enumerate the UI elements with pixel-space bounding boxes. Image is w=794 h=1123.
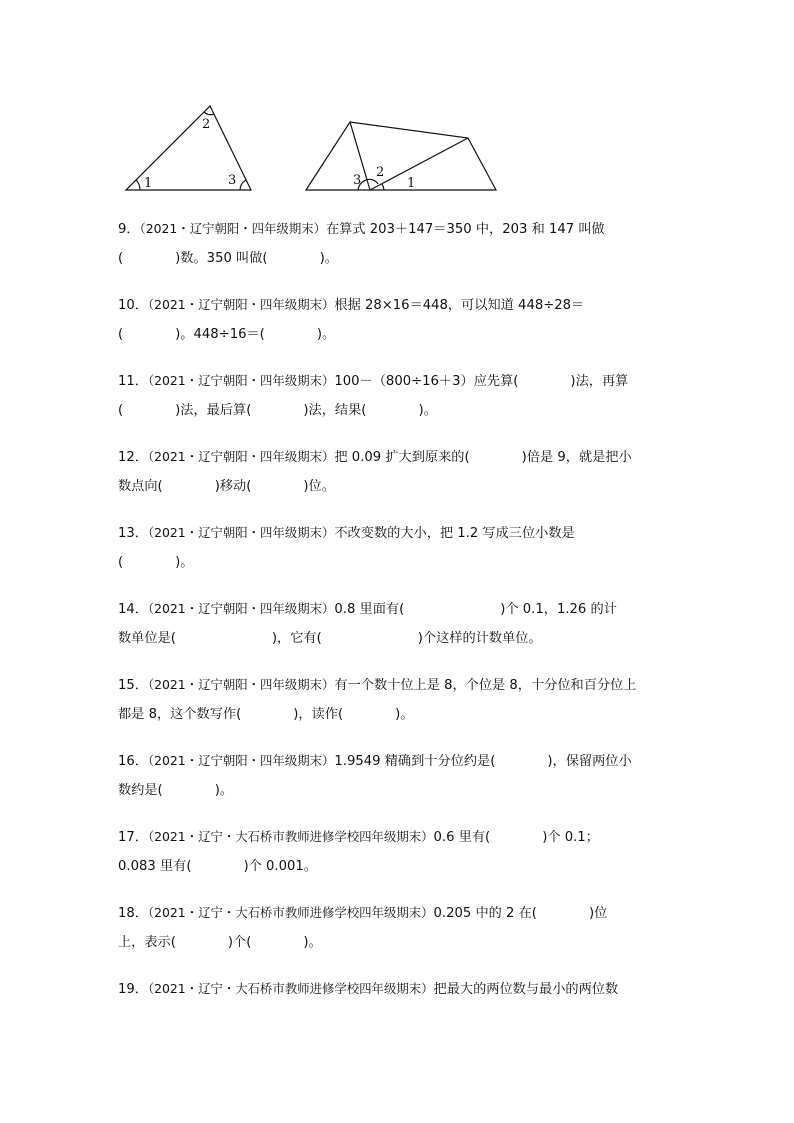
question-9	[118, 214, 678, 274]
answer-blank[interactable]	[490, 840, 542, 841]
text-part: )。	[418, 403, 437, 418]
left-triangle-angle-1-arc	[136, 180, 140, 190]
left-triangle-label-3: 3	[228, 173, 237, 188]
question-source: （2021・辽宁朝阳・四年级期末）	[147, 373, 335, 388]
question-text: 在算式 203＋147＝350 中，203 和 147 叫做	[326, 222, 605, 237]
text-part: )。	[175, 555, 194, 570]
question-number: 17．	[118, 830, 148, 845]
text-part: )个这样的计数单位。	[417, 631, 542, 646]
answer-blank[interactable]	[176, 641, 272, 642]
geometry-figures	[118, 96, 518, 196]
question-12	[118, 442, 678, 502]
question-17-line-2	[118, 852, 678, 882]
text-part: )数。350 叫做(	[175, 251, 268, 266]
right-trapezoid	[306, 122, 496, 190]
question-number: 19．	[118, 982, 148, 997]
question-11-line-1	[118, 366, 678, 396]
question-9-line-2	[118, 244, 678, 274]
text-part: 0.6 里有(	[433, 830, 491, 845]
question-source: （2021・辽宁朝阳・四年级期末）	[147, 297, 335, 312]
question-text: 有一个数十位上是 8，个位是 8，十分位和百分位上	[334, 678, 637, 693]
answer-blank[interactable]	[470, 460, 522, 461]
question-19	[118, 974, 678, 1004]
question-source: （2021・辽宁朝阳・四年级期末）	[147, 677, 335, 692]
answer-blank[interactable]	[265, 337, 317, 338]
text-part: 上，表示(	[118, 935, 176, 950]
text-part: 100－（800÷16＋3）应先算(	[334, 374, 519, 389]
answer-blank[interactable]	[176, 945, 228, 946]
question-15	[118, 670, 678, 730]
answer-blank[interactable]	[251, 945, 303, 946]
text-part: (	[118, 403, 124, 418]
text-part: )位。	[303, 479, 335, 494]
figures-svg	[118, 96, 518, 196]
text-part: )。	[303, 935, 322, 950]
question-16-line-1	[118, 746, 678, 776]
question-15-line-1	[118, 670, 678, 700]
question-source: （2021・辽宁朝阳・四年级期末）	[147, 525, 335, 540]
answer-blank[interactable]	[537, 916, 589, 917]
right-trapezoid-label-2: 2	[376, 165, 385, 180]
text-part: 1.9549 精确到十分位约是(	[334, 754, 496, 769]
text-part: 数约是(	[118, 783, 163, 798]
answer-blank[interactable]	[251, 413, 303, 414]
text-part: 都是 8，这个数写作(	[118, 707, 242, 722]
question-14-line-1	[118, 594, 678, 624]
text-part: 0.8 里面有(	[334, 602, 405, 617]
answer-blank[interactable]	[123, 337, 175, 338]
question-11-line-2	[118, 396, 678, 426]
question-source: （2021・辽宁・大石桥市教师进修学校四年级期末）	[147, 829, 434, 844]
question-12-line-2	[118, 472, 678, 502]
right-trapezoid-label-3: 3	[353, 173, 362, 188]
question-13	[118, 518, 678, 578]
question-14	[118, 594, 678, 654]
right-trapezoid-angle-1-arc	[382, 184, 384, 190]
text-part: 数单位是(	[118, 631, 176, 646]
question-number: 18．	[118, 906, 148, 921]
question-text: 把最大的两位数与最小的两位数	[433, 982, 619, 997]
question-source: （2021・辽宁・大石桥市教师进修学校四年级期末）	[147, 905, 434, 920]
text-part: )法，结果(	[303, 403, 367, 418]
answer-blank[interactable]	[241, 717, 293, 718]
left-triangle-label-1: 1	[144, 176, 153, 191]
text-part: )。	[395, 707, 414, 722]
right-trapezoid-label-1: 1	[407, 176, 416, 191]
text-part: )，它有(	[271, 631, 322, 646]
answer-blank[interactable]	[322, 641, 418, 642]
answer-blank[interactable]	[251, 489, 303, 490]
question-number: 13．	[118, 526, 148, 541]
text-part: )。448÷16＝(	[175, 327, 265, 342]
text-part: )。	[214, 783, 234, 798]
question-9-line-1	[118, 214, 678, 244]
text-part: )个(	[227, 935, 252, 950]
answer-blank[interactable]	[163, 793, 215, 794]
text-part: )个 0.1，1.26 的计	[500, 602, 617, 617]
question-14-line-2	[118, 624, 678, 654]
text-part: (	[118, 555, 124, 570]
text-part: )法，再算	[570, 374, 629, 389]
question-source: （2021・辽宁・大石桥市教师进修学校四年级期末）	[147, 981, 434, 996]
answer-blank[interactable]	[495, 764, 547, 765]
text-part: )法，最后算(	[175, 403, 252, 418]
question-source: （2021・辽宁朝阳・四年级期末）	[147, 601, 335, 616]
question-16	[118, 746, 678, 806]
text-part: )。	[316, 327, 336, 342]
question-10	[118, 290, 678, 350]
text-part: )，保留两位小	[547, 754, 632, 769]
question-number: 11．	[118, 374, 148, 389]
question-15-line-2	[118, 700, 678, 730]
right-trapezoid-diagonal-right	[370, 138, 468, 190]
text-part: )，读作(	[293, 707, 344, 722]
question-17	[118, 822, 678, 882]
question-13-line-1	[118, 518, 678, 548]
question-13-line-2	[118, 548, 678, 578]
answer-blank[interactable]	[366, 413, 418, 414]
question-source: （2021・辽宁朝阳・四年级期末）	[139, 221, 326, 236]
answer-blank[interactable]	[191, 869, 243, 870]
text-part: (	[118, 327, 124, 342]
question-19-line-1	[118, 974, 678, 1004]
question-18-line-2	[118, 928, 678, 958]
question-source: （2021・辽宁朝阳・四年级期末）	[147, 449, 335, 464]
text-part: 0.083 里有(	[118, 859, 192, 874]
answer-blank[interactable]	[123, 261, 175, 262]
text-part: )个 0.001。	[243, 859, 317, 874]
question-10-line-2	[118, 320, 678, 350]
question-number: 15．	[118, 678, 148, 693]
text-part: (	[118, 251, 124, 266]
question-17-line-1	[118, 822, 678, 852]
text-part: )。	[319, 251, 338, 266]
answer-blank[interactable]	[404, 612, 500, 613]
answer-blank[interactable]	[123, 565, 175, 566]
text-part: )移动(	[214, 479, 252, 494]
right-trapezoid-shape	[306, 122, 496, 190]
question-source: （2021・辽宁朝阳・四年级期末）	[147, 753, 335, 768]
question-10-line-1	[118, 290, 678, 320]
question-number: 16．	[118, 754, 148, 769]
text-part: )个 0.1；	[542, 830, 599, 845]
answer-blank[interactable]	[268, 261, 320, 262]
text-part: 0.205 中的 2 在(	[433, 906, 537, 921]
text-part: )倍是 9，就是把小	[521, 450, 632, 465]
question-18	[118, 898, 678, 958]
text-part: )位	[588, 906, 608, 921]
question-11	[118, 366, 678, 426]
left-triangle-label-2: 2	[202, 117, 211, 132]
question-16-line-2	[118, 776, 678, 806]
question-number: 14．	[118, 602, 148, 617]
question-text: 不改变数的大小，把 1.2 写成三位小数是	[334, 526, 575, 541]
answer-blank[interactable]	[123, 413, 175, 414]
question-text: 根据 28×16＝448，可以知道 448÷28＝	[334, 298, 585, 313]
left-triangle-angle-3-arc	[240, 180, 246, 190]
question-12-line-1	[118, 442, 678, 472]
answer-blank[interactable]	[518, 384, 570, 385]
question-18-line-1	[118, 898, 678, 928]
question-number: 12．	[118, 450, 148, 465]
text-part: 把 0.09 扩大到原来的(	[334, 450, 470, 465]
question-number: 10．	[118, 298, 148, 313]
answer-blank[interactable]	[343, 717, 395, 718]
answer-blank[interactable]	[163, 489, 215, 490]
question-number: 9．	[118, 222, 140, 237]
text-part: 数点向(	[118, 479, 163, 494]
